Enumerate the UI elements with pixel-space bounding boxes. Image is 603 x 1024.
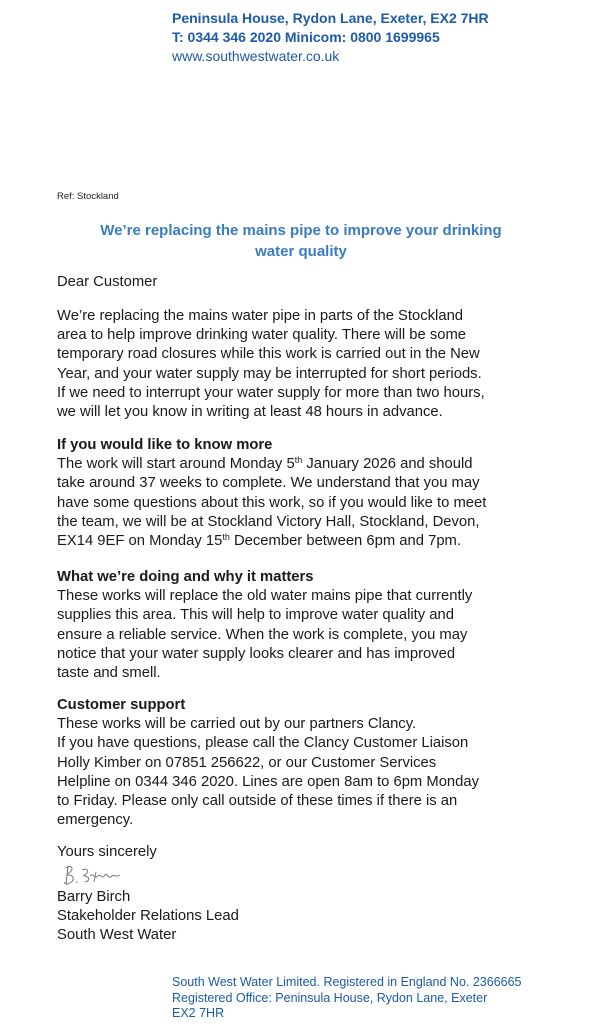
ordinal-suffix: th: [222, 532, 230, 543]
section-customer-support: [57, 696, 557, 830]
greeting: Dear Customer: [57, 274, 158, 290]
section-line: [57, 455, 557, 474]
intro-line: We’re replacing the mains water pipe in parts of the Stockland: [57, 308, 464, 324]
section-line: take around 37 weeks to complete. We understand that you may: [57, 475, 480, 492]
section-heading: Customer support: [57, 697, 186, 713]
footer-line: EX2 7HR: [172, 1006, 225, 1020]
text-run: The work will start around Monday 5: [57, 456, 295, 473]
section-line: emergency.: [57, 812, 134, 829]
section-line: Holly Kimber on 07851 256622, or our Customer Services: [57, 754, 437, 771]
text-run: December between 6pm and 7pm.: [229, 533, 461, 550]
section-line: If you have questions, please call the Clancy Customer Liaison: [57, 735, 469, 752]
section-know-more: [57, 436, 557, 551]
intro-line: we will let you know in writing at least 48 hours in advance.: [57, 404, 443, 421]
section-line: supplies this area. This will help to improve water quality and: [57, 607, 454, 624]
signer-role: Stakeholder Relations Lead: [57, 908, 239, 925]
registered-office-footer: [172, 975, 522, 1022]
handwritten-signature: [60, 862, 130, 888]
footer-line: Registered Office: Peninsula House, Rydon Lane, Exeter: [172, 990, 488, 1005]
letterhead: [172, 9, 489, 66]
signer-block: [57, 888, 557, 946]
section-line: to Friday. Please only call outside of these times if there is an: [57, 793, 458, 810]
text-run: January 2026 and should: [302, 456, 473, 473]
ordinal-suffix: th: [294, 455, 303, 466]
letterhead-phones: T: 0344 346 2020 Minicom: 0800 1699965: [172, 29, 440, 45]
text-run: EX14 9EF on Monday 15: [57, 533, 223, 550]
section-line: taste and smell.: [57, 665, 161, 682]
section-line: These works will be carried out by our partners Clancy.: [57, 716, 417, 733]
section-line: These works will replace the old water mains pipe that currently: [57, 588, 473, 605]
letter-headline: [60, 220, 542, 262]
footer-line: South West Water Limited. Registered in England No. 2366665: [172, 975, 522, 989]
sign-off: Yours sincerely: [57, 844, 157, 860]
section-line: ensure a reliable service. When the work is complete, you may: [57, 626, 468, 643]
section-line: the team, we will be at Stockland Victory Hall, Stockland, Devon,: [57, 513, 480, 530]
section-why-it-matters: [57, 568, 557, 683]
section-line: have some questions about this work, so if you would like to meet: [57, 494, 487, 511]
intro-line: Year, and your water supply may be interrupted for short periods.: [57, 365, 482, 382]
intro-line: If we need to interrupt your water supply for more than two hours,: [57, 384, 485, 401]
section-line: notice that your water supply looks clearer and has improved: [57, 645, 456, 662]
section-heading: What we’re doing and why it matters: [57, 569, 314, 585]
signer-name: Barry Birch: [57, 889, 131, 905]
headline-line-2: water quality: [255, 243, 347, 260]
signer-organisation: South West Water: [57, 927, 177, 944]
section-line: [57, 532, 557, 551]
intro-line: temporary road closures while this work is carried out in the New: [57, 346, 480, 363]
section-heading: If you would like to know more: [57, 437, 273, 453]
section-line: Helpline on 0344 346 2020. Lines are open 8am to 6pm Monday: [57, 773, 480, 790]
letterhead-website[interactable]: www.southwestwater.co.uk: [172, 48, 340, 64]
reference: Ref: Stockland: [57, 191, 119, 202]
headline-line-1: We’re replacing the mains pipe to improve your drinking: [100, 222, 502, 239]
letterhead-address: Peninsula House, Rydon Lane, Exeter, EX2 7HR: [172, 10, 489, 26]
intro-line: area to help improve drinking water quality. There will be some: [57, 327, 467, 344]
intro-paragraph: [57, 307, 557, 422]
